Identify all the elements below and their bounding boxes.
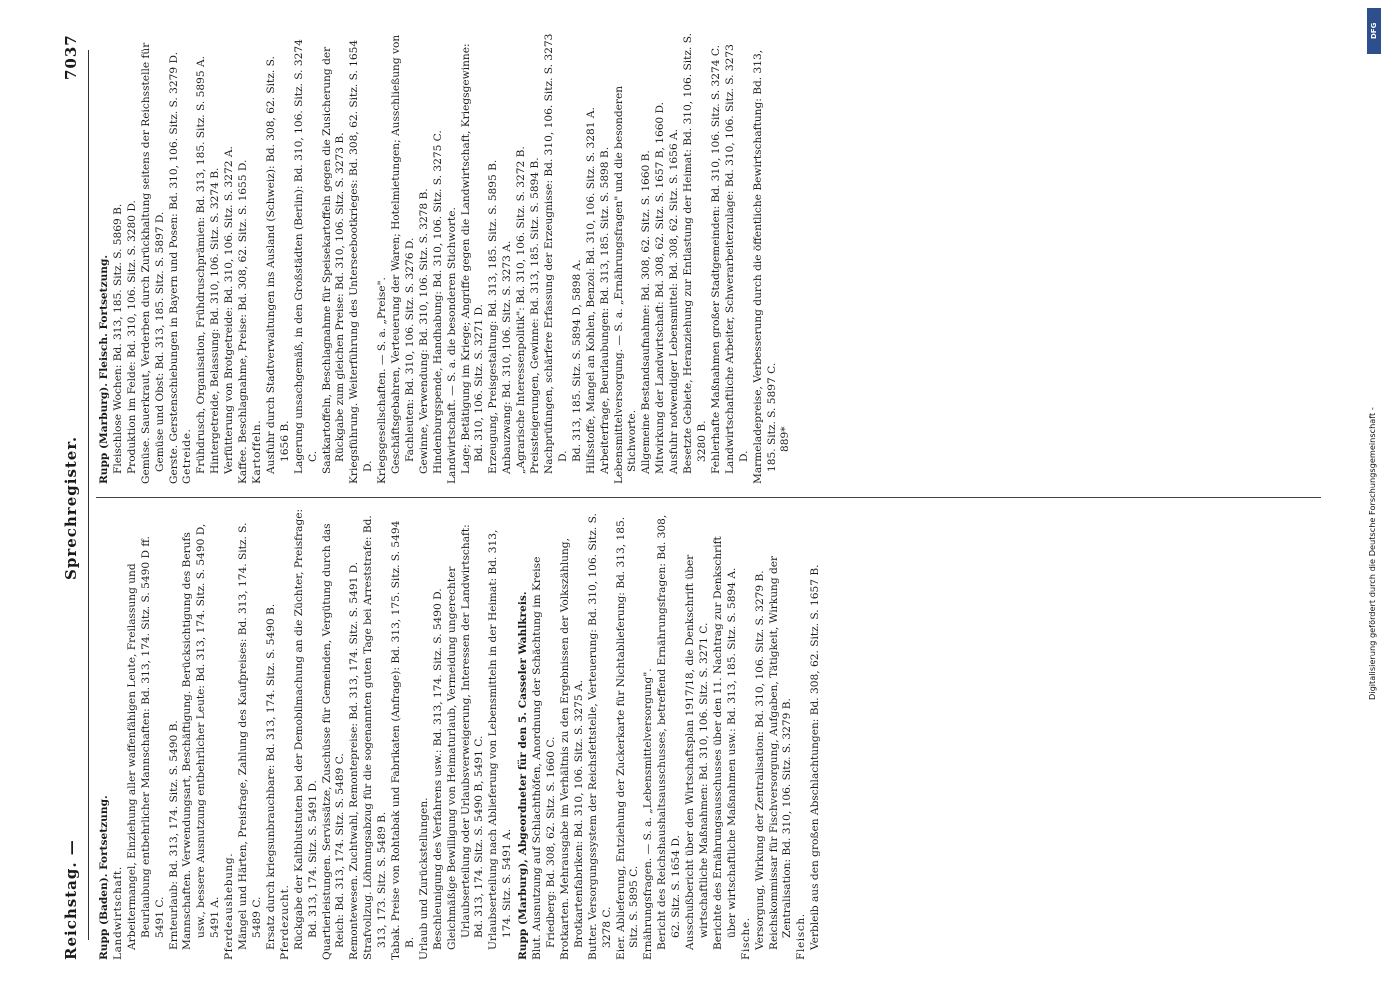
column-divider: [96, 497, 1321, 498]
section-keyword: Kartoffeln.: [250, 419, 263, 484]
register-entry: „Agrarische Interessenpolitik": Bd. 310, 106. Sitz. S. 3272 B.: [515, 146, 528, 474]
register-entry: Ernteurlaub: Bd. 313, 174. Sitz. S. 5490 B.: [167, 720, 180, 950]
register-entry: Urlaubserteilung nach Ablieferung von Lebensmitteln in der Heimat: Bd. 313, 174. Sitz. S. 5491 A.: [487, 529, 514, 950]
register-entry: Frühdrusch, Organisation, Frühdruschprämien: Bd. 313, 185. Sitz. S. 5895 A.: [195, 56, 208, 474]
register-entry: Kriegsführung. Weiterführung des Unterseebootkrieges: Bd. 308, 62. Sitz. S. 1654 D.: [348, 39, 375, 484]
register-entry: Verbleib aus den großen Abschlachtungen: Bd. 308, 62. Sitz. S. 1657 B.: [809, 564, 822, 950]
register-entry: Strafvollzug. Löhnungsabzug für die sogenannten guten Tage bei Arreststrafe: Bd. 313, 173. Sitz. S. 5489 B.: [362, 515, 389, 960]
register-entry: Hintergetreide, Belassung: Bd. 310, 106. Sitz. S. 3274 B.: [209, 167, 222, 474]
section-keyword: Landwirtschaft.: [111, 866, 124, 960]
register-entry: Ausfuhr durch Stadtverwaltungen ins Ausland (Schweiz): Bd. 308, 62. Sitz. S. 1656 B.: [264, 56, 291, 474]
register-entry: Reichskommissar für Fischversorgung, Aufgaben, Tätigkeit, Wirkung der Zentralisation: Bd. 310, 106. Sitz. S. 3279 B.: [767, 555, 794, 950]
register-entry: Hindenburgspende, Handhabung: Bd. 310, 106. Sitz. S. 3275 C.: [431, 130, 444, 474]
entry-heading: Rupp (Marburg), Abgeordneter für den 5. Casseler Wahlkreis.: [517, 591, 530, 960]
register-entry: Marmeladepreise, Verbesserung durch die öffentliche Bewirtschaftung: Bd. 313, 185. Sitz. S. 5897 C.: [751, 49, 778, 484]
register-entry: Mitwirkung der Landwirtschaft: Bd. 308, 62. Sitz. S. 1657 B, 1660 D.: [654, 101, 667, 474]
register-entry: Ausfuhr notwendiger Lebensmittel: Bd. 308, 62. Sitz. S. 1656 A.: [668, 129, 681, 474]
register-entry: Saatkartoffeln, Beschlagnahme für Speisekartoffeln gegen die Zusicherung der Rückgabe zum gleichen Preise: Bd. 310, 106. Sitz. S. 3273 B.: [320, 46, 347, 474]
register-entry: Versorgung, Wirkung der Zentralisation: Bd. 310, 106. Sitz. S. 3279 B.: [753, 570, 766, 950]
register-entry: Kaffee. Beschlagnahme, Preise: Bd. 308, 62. Sitz. S. 1655 D.: [237, 159, 250, 484]
register-entry: Lagerung unsachgemäß, in den Großstädten (Berlin): Bd. 310, 106. Sitz. S. 3274 C.: [292, 39, 319, 474]
register-entry: Kriegsgesellschaften. — S. a. „Preise".: [376, 277, 389, 484]
section-keyword: Pferdezucht.: [278, 884, 291, 960]
section-keyword: Fische.: [739, 917, 752, 960]
register-entry: Ernährungsfragen. — S. a. „Lebensmittelversorgung".: [642, 668, 655, 960]
register-entry: Hilfsstoffe, Mangel an Kohlen, Benzol: Bd. 310, 106. Sitz. S. 3281 A.: [584, 107, 597, 474]
left-column: [96, 508, 823, 960]
register-entry: Gewinne, Verwendung: Bd. 310, 106. Sitz. S. 3278 B.: [417, 188, 430, 474]
dfg-badge: DFG: [1367, 8, 1381, 54]
register-entry: Urlaub und Zurückstellungen.: [417, 797, 430, 960]
register-entry: Arbeiterfrage, Beurlaubungen: Bd. 313, 185. Sitz. S. 5898 B.: [598, 146, 611, 474]
section-keyword: Getreide.: [181, 428, 194, 484]
register-entry: Beschleunigung des Verfahrens usw.: Bd. 313, 174. Sitz. S. 5490 D.: [431, 588, 444, 950]
header-left: Reichstag. —: [62, 839, 80, 960]
register-entry: Landwirtschaft. — S. a. die besonderen Stichworte.: [445, 207, 458, 484]
register-entry: Bericht des Reichshaushaltsausschusses, betreffend Ernährungsfragen: Bd. 308, 62. Sitz. S. 1654 D.: [656, 514, 683, 950]
register-entry: Fehlerhafte Maßnahmen großer Stadtgemeinden: Bd. 310, 106. Sitz. S. 3274 C.: [709, 45, 722, 474]
register-entry: Nachprüfungen, schärfere Erfassung der Erzeugnisse: Bd. 310, 106. Sitz. S. 3273 D.: [543, 33, 569, 474]
header-title: Sprechregister.: [62, 435, 80, 580]
register-entry: Landwirtschaftliche Arbeiter, Schwerarbeiterzulage: Bd. 310, 106. Sitz. S. 3273 D.: [723, 44, 750, 474]
register-entry: Mannschaften. Verwendungsart, Beschäftigung. Berücksichtigung des Berufs usw., bessere Ausnutzung entbehrlicher Leute: Bd. 313, 174. Sitz. S. 5490 D, 5491 A.: [181, 523, 222, 950]
entry-heading: Rupp (Marburg). Fleisch. Fortsetzung.: [98, 254, 110, 484]
register-entry: Fleischlose Wochen: Bd. 313, 185. Sitz. S. 5869 B.: [111, 203, 124, 474]
digitization-credit: Digitalisierung gefördert durch die Deutsche Forschungsgemeinschaft -: [1367, 407, 1377, 700]
register-entry: Anbauzwang: Bd. 310, 106. Sitz. S. 3273 A.: [501, 240, 514, 474]
right-column: [96, 32, 793, 484]
register-entry: Quartierleistungen. Servissätze, Zuschüsse für Gemeinden, Vergütung durch das Reich: Bd. 313, 174. Sitz. S. 5489 C.: [320, 523, 347, 960]
register-entry: Gerste. Gerstenschiebungen in Bayern und Posen: Bd. 310, 106. Sitz. S. 3279 D.: [167, 52, 180, 484]
register-entry: Geschäftsgebahren, Verteuerung der Waren; Hotelmietungen; Ausschließung von Fachleuten: Bd. 310, 106. Sitz. S. 3276 D.: [390, 34, 416, 474]
register-entry: Ersatz durch kriegsunbrauchbare: Bd. 313, 174. Sitz. S. 5490 B.: [264, 603, 277, 950]
register-entry: Lage; Betätigung im Kriege; Angriffe gegen die Landwirtschaft, Kriegsgewinne: Bd. 310, 106. Sitz. S. 3271 D.: [459, 43, 486, 474]
register-entry: Berichte des Ernährungsausschusses über den 11. Nachtrag zur Denkschrift über wirtschaftliche Maßnahmen usw.: Bd. 313, 185. Sitz. S. 5894 A.: [711, 536, 738, 950]
register-entry: Arbeitermangel, Einziehung aller waffenfähigen Leute, Freilassung und Beurlaubung entbehrlicher Mannschaften: Bd. 313, 174. Sitz. S. 5490 D ff. 5491 C.: [125, 536, 166, 950]
register-entry: Butter. Versorgungssystem der Reichsfettstelle, Verteuerung: Bd. 310, 106. Sitz. S. 3278 C.: [586, 513, 613, 960]
register-entry: Mängel und Härten, Preisfrage, Zahlung des Kaufpreises: Bd. 313, 174. Sitz. S. 5489 C.: [237, 522, 263, 950]
register-entry: Gleichmäßige Bewilligung von Heimaturlaub, Vermeidung ungerechter Urlaubserteilung oder Urlaubsverweigerung, Interessen der Landwirtschaft: Bd. 313, 174. Sitz. S. 5490 B, 5491 C.: [445, 524, 486, 950]
page-number: 7037: [62, 34, 80, 80]
register-entry: Rückgabe der Kaltblutstuten bei der Demobilmachung an die Züchter, Preisfrage: Bd. 313, 174. Sitz. S. 5491 D.: [292, 508, 319, 950]
register-entry: Produktion im Felde: Bd. 310, 106. Sitz. S. 3280 D.: [125, 200, 138, 474]
section-keyword: Fleisch.: [795, 913, 808, 960]
register-entry: Brotkarten. Mehrausgabe im Verhältnis zu den Ergebnissen der Volkszählung, Brotkartenfabriken: Bd. 310, 106. Sitz. S. 3275 A.: [558, 538, 585, 960]
register-entry: 889*: [779, 426, 792, 452]
register-entry: Tabak. Preise von Rohtabak und Fabrikaten (Anfrage): Bd. 313, 175. Sitz. S. 5494 B.: [390, 520, 416, 960]
header-rule: [88, 50, 89, 940]
register-entry: Preissteigerungen, Gewinne: Bd. 313, 185. Sitz. S. 5894 B.: [529, 157, 542, 474]
section-keyword: Pferdeaushebung.: [223, 852, 236, 960]
register-entry: Eier. Ablieferung, Entziehung der Zuckerkarte für Nichtablieferung: Bd. 313, 185. Sitz. S. 5895 C.: [614, 516, 641, 960]
register-entry: Allgemeine Bestandsaufnahme: Bd. 308, 62. Sitz. S. 1660 B.: [640, 150, 653, 474]
register-entry: Gemüse. Sauerkraut, Verderben durch Zurückhaltung seitens der Reichsstelle für Gemüse und Obst: Bd. 313, 185. Sitz. S. 5897 D.: [139, 42, 166, 484]
register-entry: Erzeugung, Preisgestaltung: Bd. 313, 185. Sitz. S. 5895 B.: [487, 159, 500, 474]
register-entry: Lebensmittelversorgung. — S. a. „Ernährungsfragen" und die besonderen Stichworte.: [612, 85, 639, 484]
register-entry: Besetzte Gebiete, Heranziehung zur Entlastung der Heimat: Bd. 310, 106. Sitz. S. 3280 B.: [682, 33, 708, 474]
register-entry: Bd. 313, 185. Sitz. S. 5894 D, 5898 A.: [570, 259, 583, 462]
register-entry: Blut. Ausnutzung auf Schlachthöfen, Anordnung der Schächtung im Kreise Friedberg: Bd. 308, 62. Sitz. S. 1660 C.: [531, 556, 557, 960]
entry-heading: Rupp (Baden). Fortsetzung.: [98, 795, 110, 960]
register-entry: Remontewesen. Zuchtwahl, Remontepreise: Bd. 313, 174. Sitz. S. 5491 D.: [348, 561, 361, 960]
register-entry: Verfütterung von Brotgetreide: Bd. 310, 106. Sitz. S. 3272 A.: [223, 146, 236, 474]
register-entry: Ausschußbericht über den Wirtschaftsplan 1917/18, die Denkschrift über wirtschaftliche Maßnahmen: Bd. 310, 106. Sitz. S. 3271 C.: [684, 554, 710, 950]
